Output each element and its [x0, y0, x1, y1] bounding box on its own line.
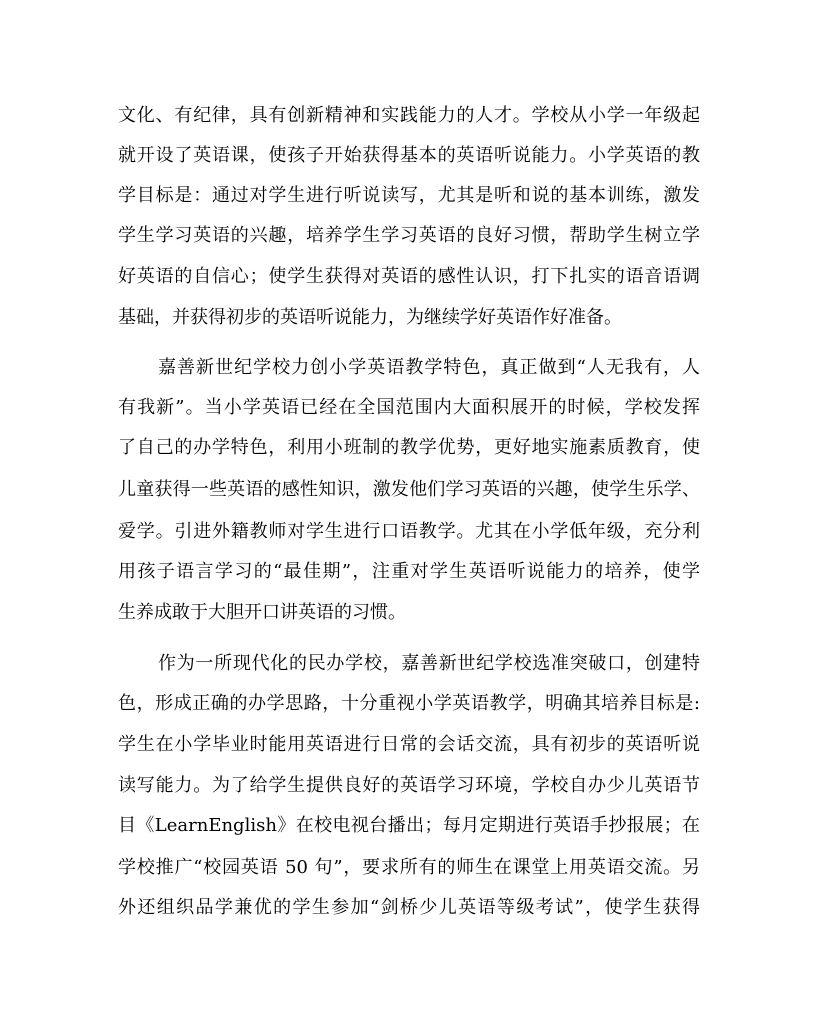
paragraph-2-line-3: 了自己的办学特色，利用小班制的教学优势，更好地实施素质教育，使 [118, 437, 700, 458]
paragraph-1-line-1: 文化、有纪律，具有创新精神和实践能力的人才。学校从小学一年级起 [118, 105, 700, 126]
paragraph-3-line-4: 读写能力。为了给学生提供良好的英语学习环境，学校自办少儿英语节 [118, 775, 700, 796]
paragraph-1-line-4: 学生学习英语的兴趣，培养学生学习英语的良好习惯，帮助学生树立学 [118, 225, 700, 246]
paragraph-3-line-6: 学校推广“校园英语 50 句”，要求所有的师生在课堂上用英语交流。另 [118, 857, 700, 878]
paragraph-1-line-5: 好英语的自信心；使学生获得对英语的感性认识，打下扎实的语音语调 [118, 266, 700, 287]
paragraph-3-line-2: 色，形成正确的办学思路，十分重视小学英语教学，明确其培养目标是: [118, 693, 700, 714]
paragraph-1-line-3: 学目标是：通过对学生进行听说读写，尤其是听和说的基本训练，激发 [118, 185, 700, 206]
paragraph-3-line-3: 学生在小学毕业时能用英语进行日常的会话交流，具有初步的英语听说 [118, 734, 700, 755]
paragraph-1-line-6: 基础，并获得初步的英语听说能力，为继续学好英语作好准备。 [118, 307, 622, 328]
paragraph-1-line-2: 就开设了英语课，使孩子开始获得基本的英语听说能力。小学英语的教 [118, 145, 700, 166]
paragraph-2-line-5: 爱学。引进外籍教师对学生进行口语教学。尤其在小学低年级，充分利 [118, 521, 700, 542]
paragraph-3-line-7: 外还组织品学兼优的学生参加“剑桥少儿英语等级考试”，使学生获得 [118, 897, 700, 918]
paragraph-2-line-1: 嘉善新世纪学校力创小学英语教学特色，真正做到“人无我有，人 [158, 357, 700, 378]
paragraph-2-line-7: 生养成敢于大胆开口讲英语的习惯。 [118, 602, 406, 623]
paragraph-2-line-4: 儿童获得一些英语的感性知识，激发他们学习英语的兴趣，使学生乐学、 [118, 479, 700, 500]
paragraph-3-line-5: 目《LearnEnglish》在校电视台播出；每月定期进行英语手抄报展；在 [118, 815, 700, 836]
paragraph-2-line-2: 有我新”。当小学英语已经在全国范围内大面积展开的时候，学校发挥 [118, 397, 700, 418]
paragraph-2-line-6: 用孩子语言学习的“最佳期”，注重对学生英语听说能力的培养，使学 [118, 561, 700, 582]
paragraph-3-line-1: 作为一所现代化的民办学校，嘉善新世纪学校选准突破口，创建特 [158, 653, 700, 674]
